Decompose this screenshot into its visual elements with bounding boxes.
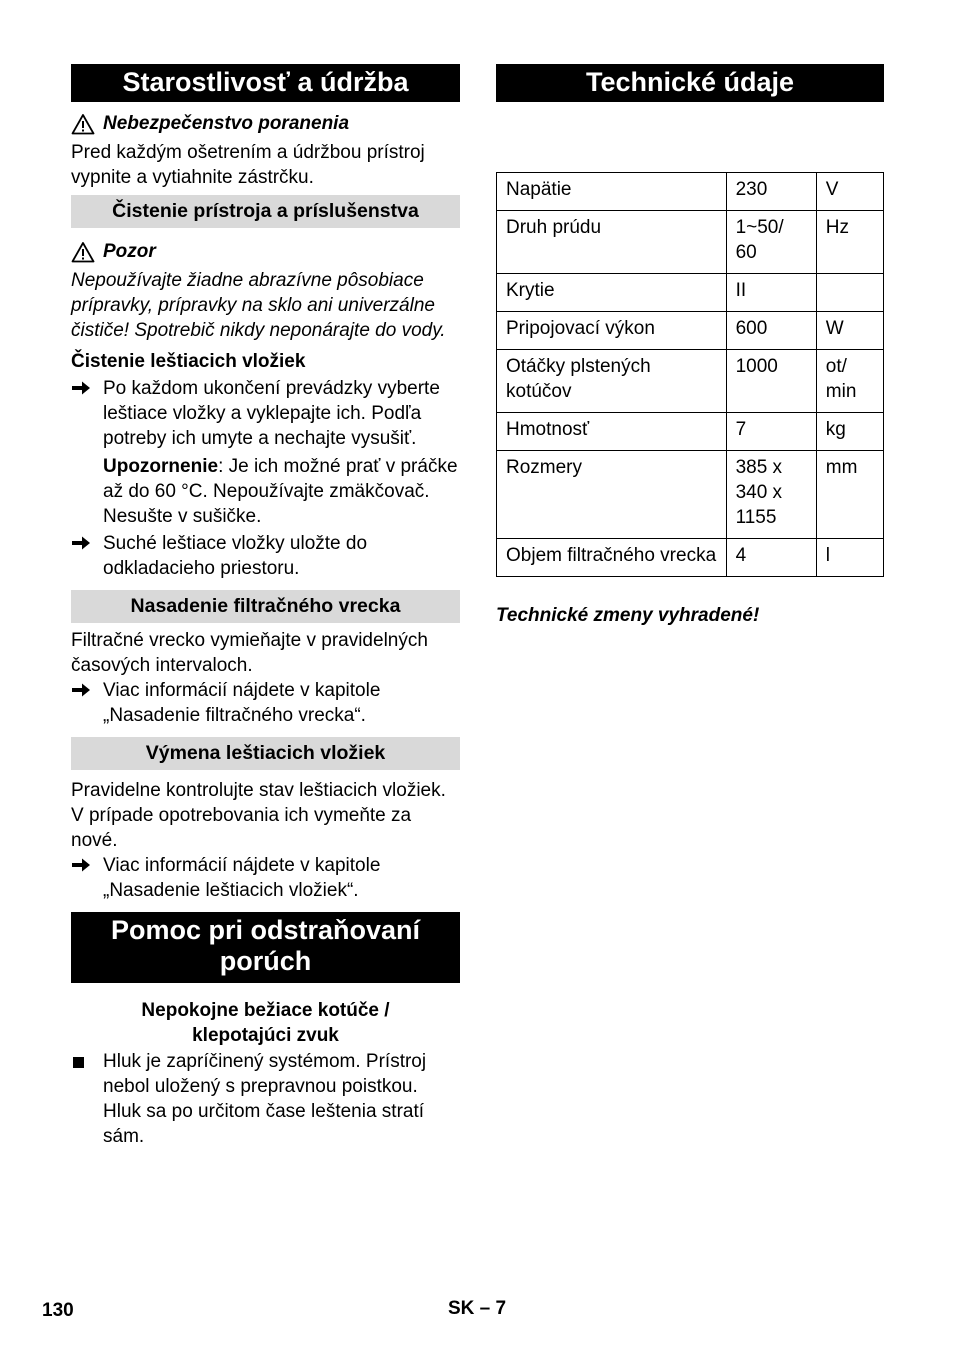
spec-label: Pripojovací výkon [497,312,727,350]
spec-unit: l [816,539,883,577]
table-row [497,173,884,211]
injury-text: Pred každým ošetrením a údržbou prístroj vypnite a vytiahnite zástrčku. [71,142,425,188]
pads-note [71,454,460,529]
spec-label: Napätie [497,173,727,211]
spec-label: Rozmery [497,451,727,539]
list-item [71,531,460,581]
warning-triangle-icon [71,113,95,135]
square-bullet-icon [71,1049,103,1075]
arrow-right-icon [71,376,103,403]
table-row [497,312,884,350]
note-label: Upozornenie [103,456,219,477]
page-number: 130 [42,1300,74,1321]
spec-value: 7 [726,413,816,451]
spec-label: Otáčky plstených kotúčov [497,350,727,413]
injury-warning [71,111,460,136]
replace-text: Pravidelne kontrolujte stav leštiacich vložiek. V prípade opotrebovania ich vymeňte za nové. [71,780,446,851]
caution-text: Nepoužívajte žiadne abrazívne pôsobiace prípravky, prípravky na sklo ani univerzálne čističe! Spotrebič nikdy neponárajte do vody. [71,270,446,341]
note-text: : Je ich možné prať v práčke až do 60 °C. Nepoužívajte zmäkčovač. Nesušte v sušičke. [103,456,458,527]
pads-step-2: Suché leštiace vložky uložte do odkladacieho priestoru. [103,533,368,579]
spec-unit: W [816,312,883,350]
table-row [497,413,884,451]
spec-unit: ot/ min [816,350,883,413]
list-item [71,376,460,451]
table-row [497,539,884,577]
pads-cleaning-title: Čistenie leštiacich vložiek [71,351,306,372]
trouble-item: Hluk je zapríčinený systémom. Prístroj nebol uložený s prepravnou poistkou. Hluk sa po určitom čase leštenia stratí sám. [103,1051,427,1147]
filter-text: Filtračné vrecko vymieňajte v pravidelných časových intervaloch. [71,630,428,676]
warning-triangle-icon [71,241,95,263]
spec-unit: Hz [816,211,883,274]
caution-warning [71,239,460,264]
cleaning-heading: Čistenie prístroja a príslušenstva [71,195,460,228]
spec-value: 4 [726,539,816,577]
spec-unit: kg [816,413,883,451]
spec-value: 600 [726,312,816,350]
replace-heading: Výmena leštiacich vložiek [71,737,460,770]
arrow-right-icon [71,531,103,558]
right-column [496,64,884,628]
tech-heading: Technické údaje [496,64,884,102]
spec-value: 230 [726,173,816,211]
spec-unit: mm [816,451,883,539]
arrow-right-icon [71,853,103,880]
spec-value: 1~50/ 60 [726,211,816,274]
injury-warning-label: Nebezpečenstvo poranenia [103,113,350,134]
spec-label: Objem filtračného vrecka [497,539,727,577]
trouble-heading: Pomoc pri odstraňovaní porúch [71,912,460,983]
spec-value: 1000 [726,350,816,413]
language-page-label: SK – 7 [448,1298,507,1319]
spec-label: Hmotnosť [497,413,727,451]
spec-label: Krytie [497,274,727,312]
spec-table [496,172,884,577]
table-row [497,211,884,274]
list-item [71,678,460,728]
filter-heading: Nasadenie filtračného vrecka [71,590,460,623]
caution-label: Pozor [103,241,156,262]
spec-unit: V [816,173,883,211]
changes-note: Technické zmeny vyhradené! [496,605,760,626]
arrow-right-icon [71,678,103,705]
list-item [71,853,460,903]
spec-unit [816,274,883,312]
replace-step: Viac informácií nájdete v kapitole „Nasadenie leštiacich vložiek“. [103,855,381,901]
spec-label: Druh prúdu [497,211,727,274]
list-item [71,1049,460,1149]
table-row [497,274,884,312]
table-row [497,350,884,413]
spec-value: II [726,274,816,312]
care-heading: Starostlivosť a údržba [71,64,460,102]
trouble-subheading: Nepokojne bežiace kotúče / klepotajúci zvuk [141,1000,390,1046]
filter-step: Viac informácií nájdete v kapitole „Nasadenie filtračného vrecka“. [103,680,381,726]
table-row [497,451,884,539]
left-column [71,64,460,1149]
pads-step-1: Po každom ukončení prevádzky vyberte leštiace vložky a vyklepajte ich. Podľa potreby ich umyte a nechajte vysušiť. [103,378,440,449]
spec-value: 385 x 340 x 1155 [726,451,816,539]
